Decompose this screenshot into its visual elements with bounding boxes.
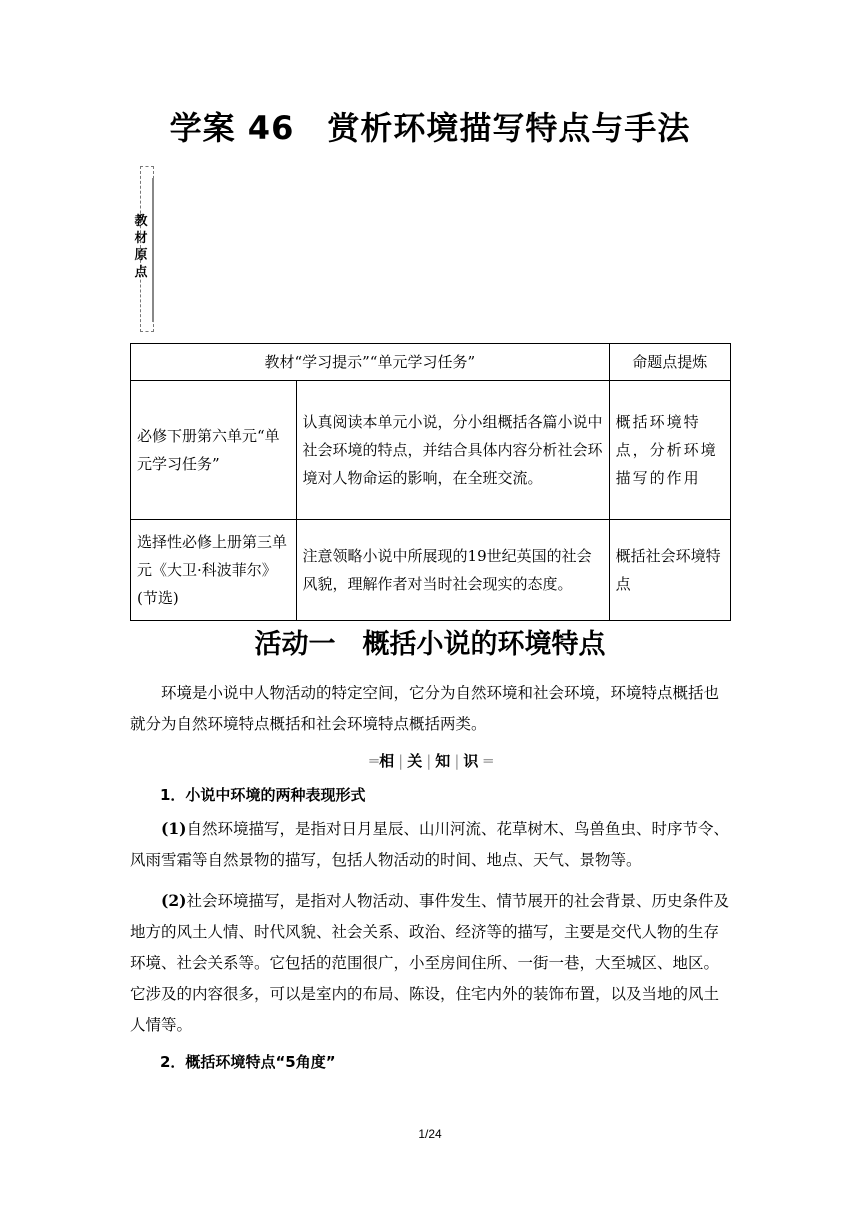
side-tag-label: 教材原点 — [134, 214, 148, 280]
item-label: (1) — [161, 819, 187, 838]
banner-left-ornament: ═ — [369, 752, 380, 770]
table-cell-source: 必修下册第六单元“单元学习任务” — [131, 381, 297, 520]
item-label: (2) — [161, 891, 187, 910]
banner-separator: | — [398, 752, 404, 770]
table-header-points: 命题点提炼 — [609, 344, 730, 381]
table-cell-task: 认真阅读本单元小说，分小组概括各篇小说中社会环境的特点，并结合具体内容分析社会环境对人物命运的影响，在全班交流。 — [296, 381, 609, 520]
point2-title: 2．概括环境特点“5角度” — [160, 1053, 336, 1071]
item-text: 自然环境描写，是指对日月星辰、山川河流、花草树木、鸟兽鱼虫、时序节令、风雨雪霜等自然景物的描写，包括人物活动的时间、地点、天气、景物等。 — [130, 820, 729, 869]
intro-paragraph: 环境是小说中人物活动的特定空间，它分为自然环境和社会环境，环境特点概括也就分为自然环境特点概括和社会环境特点概括两类。 — [130, 684, 720, 733]
banner-separator: | — [426, 752, 432, 770]
page-number: 1/24 — [418, 1127, 442, 1141]
table-cell-point: 概括环境特点，分析环境描写的作用 — [609, 381, 730, 520]
activity-heading: 活动一 概括小说的环境特点 — [254, 629, 606, 660]
page-title: 学案 46 赏析环境描写特点与手法 — [169, 109, 691, 147]
banner-right-ornament: ═ — [483, 752, 491, 770]
table-cell-task: 注意领略小说中所展现的19世纪英国的社会风貌，理解作者对当时社会现实的态度。 — [296, 520, 609, 621]
banner-char: 知 — [435, 752, 451, 770]
banner-separator: | — [454, 752, 460, 770]
banner-char: 关 — [407, 752, 423, 770]
point1-title: 1．小说中环境的两种表现形式 — [160, 786, 366, 804]
table-row — [131, 381, 731, 520]
social-environment-paragraph — [130, 885, 731, 1041]
knowledge-banner — [0, 750, 860, 771]
table-cell-source: 选择性必修上册第三单元《大卫·科波菲尔》(节选) — [131, 520, 297, 621]
natural-environment-paragraph — [130, 813, 731, 876]
table-cell-point: 概括社会环境特点 — [609, 520, 730, 621]
task-table — [130, 343, 731, 621]
table-row — [131, 520, 731, 621]
table-header-tasks: 教材“学习提示”“单元学习任务” — [131, 344, 610, 381]
banner-char: 识 — [463, 752, 479, 770]
side-tag-divider — [152, 178, 154, 322]
banner-char: 相 — [379, 752, 395, 770]
table-header-row — [131, 344, 731, 381]
item-text: 社会环境描写，是指对人物活动、事件发生、情节展开的社会背景、历史条件及地方的风土人情、时代风貌、社会关系、政治、经济等的描写，主要是交代人物的生存环境、社会关系等。它包括的范围很广，小至房间住所、一街一巷，大至城区、地区。它涉及的内容很多，可以是室内的布局、陈设，住宅内外的装饰布置，以及当地的风土人情等。 — [130, 892, 729, 1034]
